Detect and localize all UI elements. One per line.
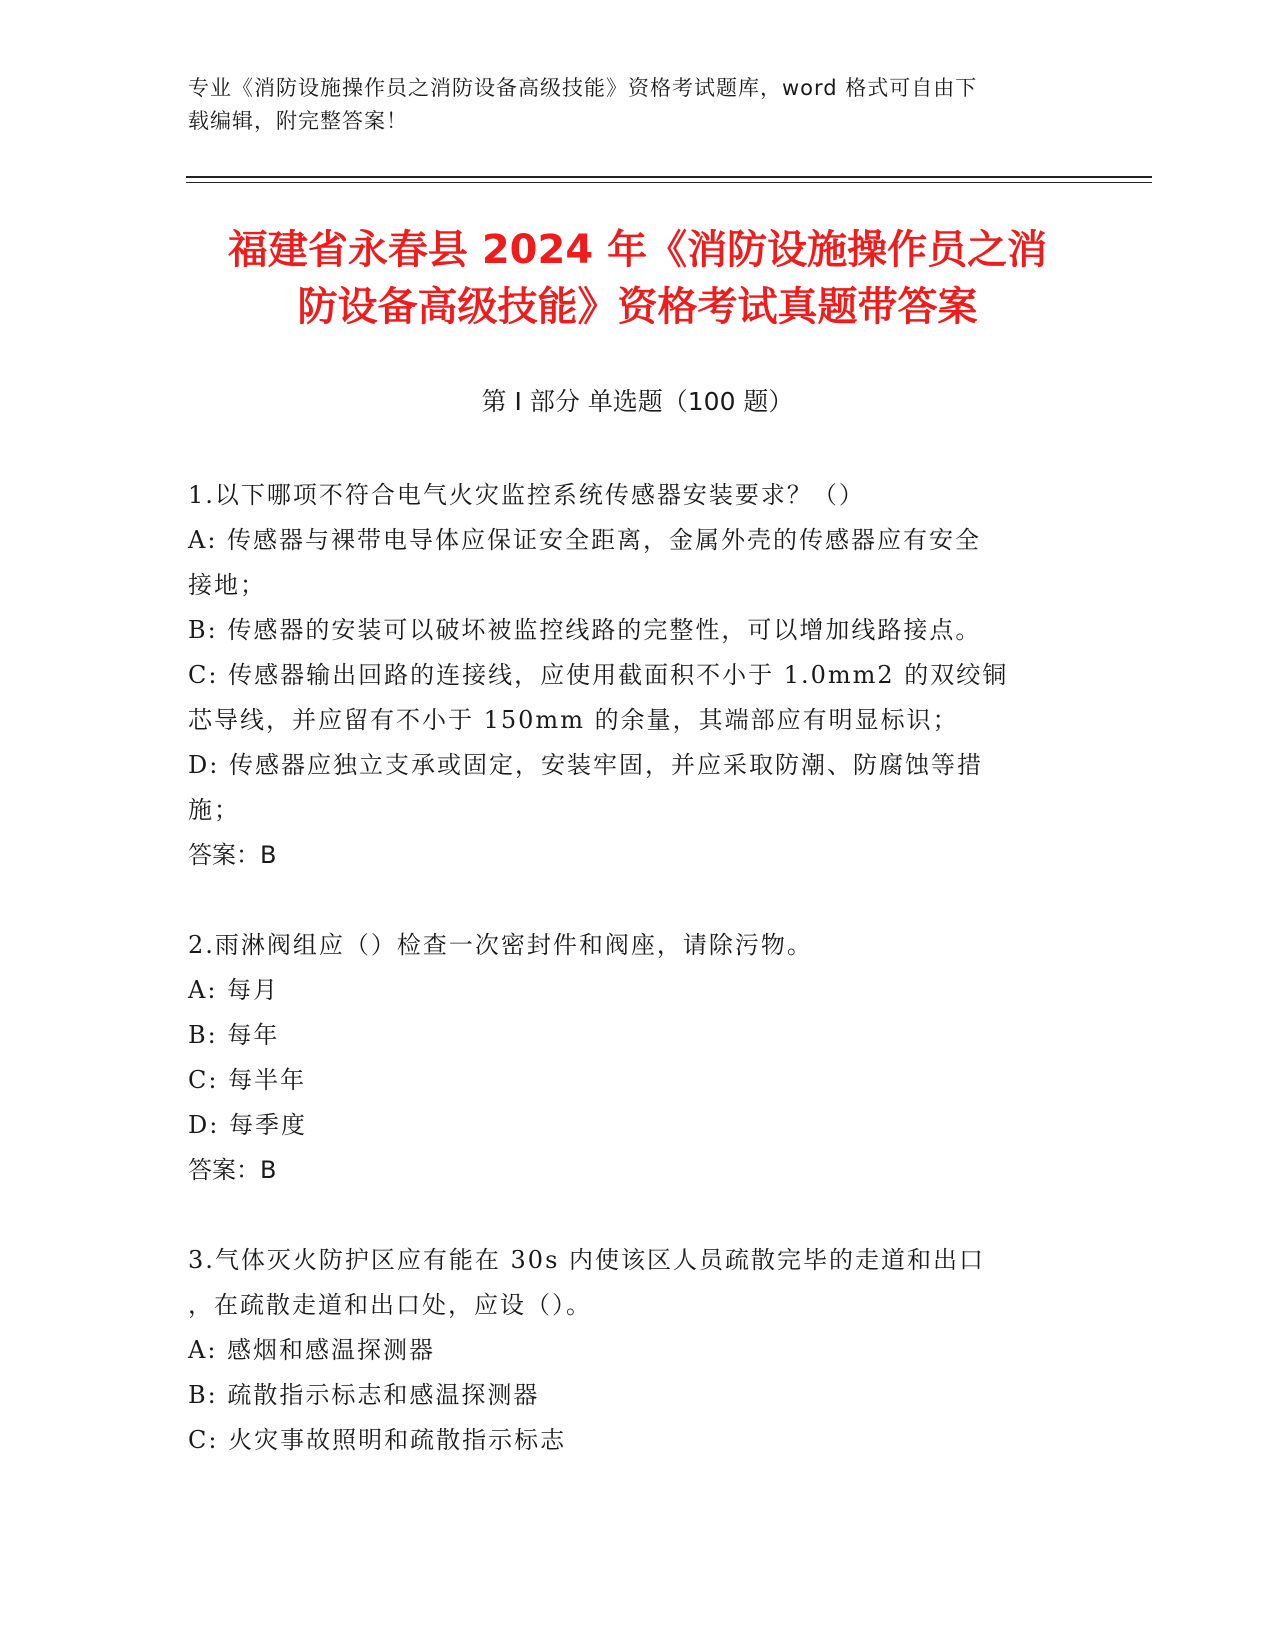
question-stem: ，在疏散走道和出口处，应设（）。	[188, 1291, 592, 1319]
question-2	[188, 923, 1078, 1193]
document-title-line: 防设备高级技能》资格考试真题带答案	[297, 284, 978, 330]
option-c	[188, 653, 1078, 743]
document-title-line: 福建省永春县 2024 年《消防设施操作员之消	[227, 227, 1048, 273]
option-c: C: 火灾事故照明和疏散指示标志	[188, 1426, 567, 1454]
question-list	[188, 473, 1078, 1463]
option-text: B: 传感器的安装可以破坏被监控线路的完整性，可以增加线路接点。	[188, 616, 982, 644]
option-text: D: 传感器应独立支承或固定，安装牢固，并应采取防潮、防腐蚀等措	[188, 751, 983, 779]
question-stem: 3.气体灭火防护区应有能在 30s 内使该区人员疏散完毕的走道和出口	[188, 1246, 986, 1274]
header-note-line: 载编辑，附完整答案！	[188, 109, 408, 133]
answer: 答案：B	[188, 1156, 277, 1184]
question-spacer	[188, 878, 1078, 923]
header-divider	[186, 176, 1152, 178]
header-note-line: 专业《消防设施操作员之消防设备高级技能》资格考试题库，word 格式可自由下	[188, 76, 978, 100]
question-spacer	[188, 1193, 1078, 1238]
option-b: B: 每年	[188, 1021, 280, 1049]
option-d	[188, 743, 1078, 833]
option-text: A: 传感器与裸带电导体应保证安全距离，金属外壳的传感器应有安全	[188, 526, 982, 554]
option-text: 芯导线，并应留有不小于 150mm 的余量，其端部应有明显标识；	[188, 706, 959, 734]
question-3	[188, 1238, 1078, 1463]
header-divider-thin	[186, 182, 1152, 183]
option-a: A: 每月	[188, 976, 280, 1004]
option-b: B: 疏散指示标志和感温探测器	[188, 1381, 540, 1409]
answer: 答案：B	[188, 841, 277, 869]
document-title	[160, 222, 1115, 336]
option-text: 接地；	[188, 571, 266, 599]
option-d: D: 每季度	[188, 1111, 307, 1139]
section-title: 第 I 部分 单选题（100 题）	[481, 387, 794, 416]
header-note	[188, 72, 1088, 138]
option-b	[188, 608, 1078, 653]
option-text: 施；	[188, 796, 240, 824]
option-c: C: 每半年	[188, 1066, 307, 1094]
option-a	[188, 518, 1078, 608]
question-1	[188, 473, 1078, 878]
option-a: A: 感烟和感温探测器	[188, 1336, 436, 1364]
question-stem: 2.雨淋阀组应（）检查一次密封件和阀座，请除污物。	[188, 931, 813, 959]
option-text: C: 传感器输出回路的连接线，应使用截面积不小于 1.0mm2 的双绞铜	[188, 661, 1009, 689]
question-stem: 1.以下哪项不符合电气火灾监控系统传感器安装要求？（）	[188, 481, 865, 509]
